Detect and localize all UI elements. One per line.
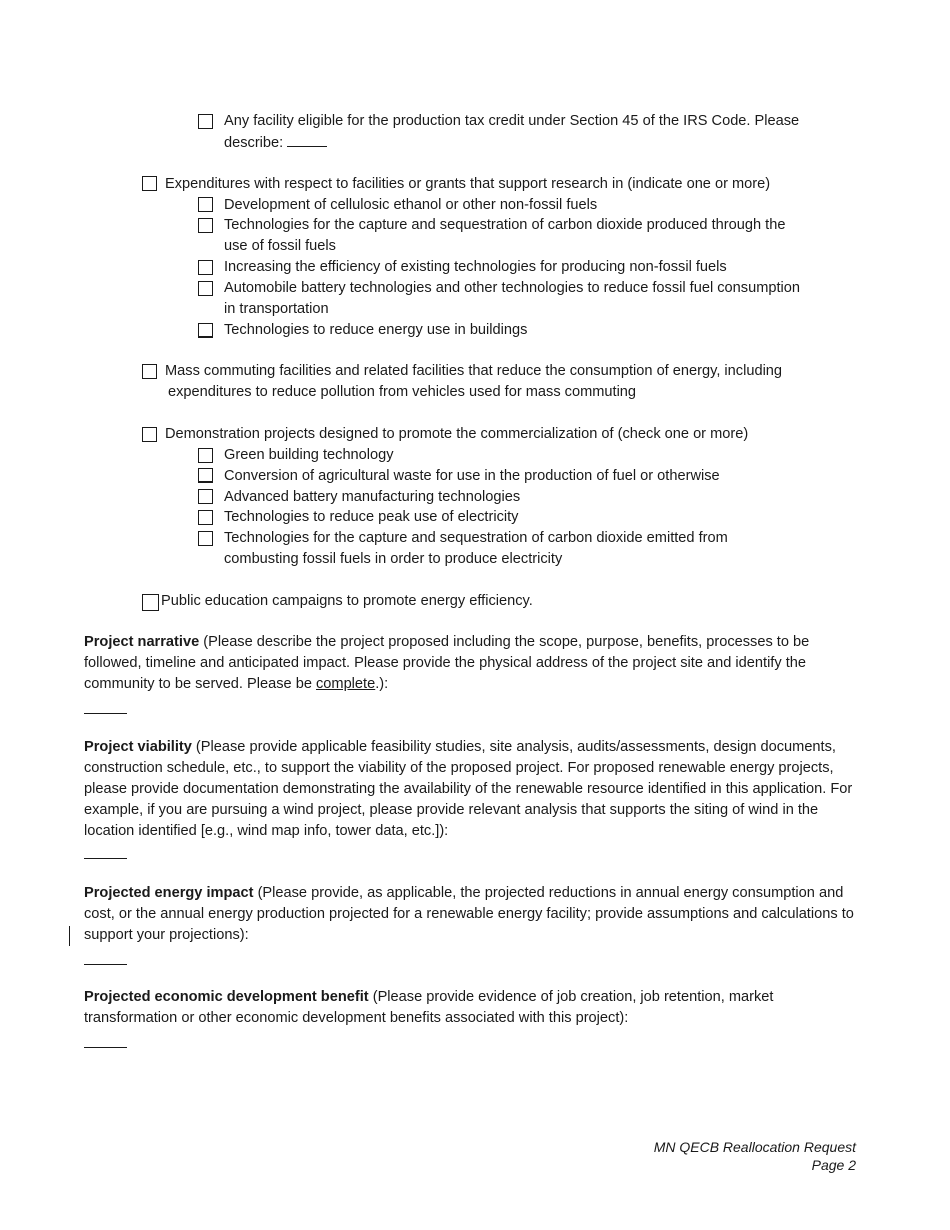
public-education-checkbox[interactable] [142,594,159,611]
demonstration-sub-checkbox-green-building[interactable] [198,448,213,463]
demonstration-label: Demonstration projects designed to promote the commercialization of (check one or more) [165,426,749,442]
project-narrative-instructions: (Please describe the project proposed including the scope, purpose, benefits, processes to be followed, timeline and anticipated impact. Please provide the physical address of the project site and identify the community to be served. Please be [84,634,810,692]
demonstration-sub-checkbox-peak-electricity[interactable] [198,510,213,525]
project-narrative-section [84,632,864,695]
project-viability-section [84,737,864,842]
text-cursor [69,926,70,946]
research-label: Expenditures with respect to facilities or grants that support research in (indicate one or more) [165,176,771,192]
describe-blank-field[interactable] [287,132,327,147]
production-tax-credit-label: Any facility eligible for the production tax credit under Section 45 of the IRS Code. Please [224,113,800,129]
mass-commuting-checkbox[interactable] [142,364,157,379]
demonstration-sub-label: Technologies to reduce peak use of electricity [224,509,519,525]
research-sub-label: Technologies to reduce energy use in buildings [224,322,528,338]
energy-impact-title: Projected energy impact [84,885,254,901]
project-narrative-title: Project narrative [84,634,200,650]
research-sub-label: Technologies for the capture and sequestration of carbon dioxide produced through the [224,217,786,233]
demonstration-sub-label: Conversion of agricultural waste for use in the production of fuel or otherwise [224,468,720,484]
demonstration-sub-label: Technologies for the capture and sequestration of carbon dioxide emitted from [224,530,728,546]
public-education-label: Public education campaigns to promote energy efficiency. [161,593,533,609]
demonstration-sub-checkbox-carbon-capture[interactable] [198,531,213,546]
mass-commuting-label: Mass commuting facilities and related facilities that reduce the consumption of energy, including [165,363,783,379]
footer-page-number: Page 2 [811,1157,856,1173]
economic-benefit-title: Projected economic development benefit [84,989,369,1005]
research-sub-checkbox-cellulosic[interactable] [198,197,213,212]
research-sub-checkbox-efficiency[interactable] [198,260,213,275]
research-sub-label-cont: use of fossil fuels [224,238,336,254]
research-sub-checkbox-battery[interactable] [198,281,213,296]
project-narrative-instructions-end: .): [375,676,389,692]
project-viability-instructions: (Please provide applicable feasibility studies, site analysis, audits/assessments, design documents, construction schedule, etc., to support the viability of the proposed project. For proposed renewable energy projects, please provide documentation demonstrating the availability of the renewable resource identified in this application. For example, if you are pursuing a wind project, please provide relevant analysis that supports the siting of wind in the location identified [e.g., wind map info, tower data, etc.]): [84,739,853,839]
demonstration-sub-checkbox-battery-manufacturing[interactable] [198,489,213,504]
demonstration-sub-label: Green building technology [224,447,394,463]
footer-document-title: MN QECB Reallocation Request [653,1139,856,1155]
describe-label: describe: [224,135,284,151]
demonstration-sub-label-cont: combusting fossil fuels in order to produce electricity [224,551,563,567]
research-sub-checkbox-carbon-capture[interactable] [198,218,213,233]
research-sub-label: Increasing the efficiency of existing technologies for producing non-fossil fuels [224,259,727,275]
economic-benefit-response-field[interactable] [84,1047,127,1048]
mass-commuting-label-cont: expenditures to reduce pollution from vehicles used for mass commuting [168,384,637,400]
production-tax-credit-describe [224,132,327,154]
research-sub-label-cont: in transportation [224,301,329,317]
project-viability-response-field[interactable] [84,858,127,859]
energy-impact-section [84,883,864,946]
research-checkbox[interactable] [142,176,157,191]
demonstration-sub-checkbox-agricultural-waste[interactable] [198,468,213,483]
research-sub-label: Development of cellulosic ethanol or other non-fossil fuels [224,197,598,213]
economic-benefit-instructions: (Please provide evidence of job creation, job retention, market transformation or other economic development benefits associated with this project): [84,989,774,1026]
energy-impact-response-field[interactable] [84,964,127,965]
economic-benefit-section [84,987,864,1029]
research-sub-label: Automobile battery technologies and other technologies to reduce fossil fuel consumption [224,280,800,296]
demonstration-checkbox[interactable] [142,427,157,442]
research-sub-checkbox-buildings[interactable] [198,323,213,338]
project-viability-title: Project viability [84,739,192,755]
demonstration-sub-label: Advanced battery manufacturing technologies [224,489,521,505]
project-narrative-response-field[interactable] [84,713,127,714]
production-tax-credit-checkbox[interactable] [198,114,213,129]
complete-emphasis: complete [316,676,376,692]
energy-impact-instructions: (Please provide, as applicable, the projected reductions in annual energy consumption and cost, or the annual energy production projected for a renewable energy facility; provide assumptions and calculations to support your projections): [84,885,854,943]
